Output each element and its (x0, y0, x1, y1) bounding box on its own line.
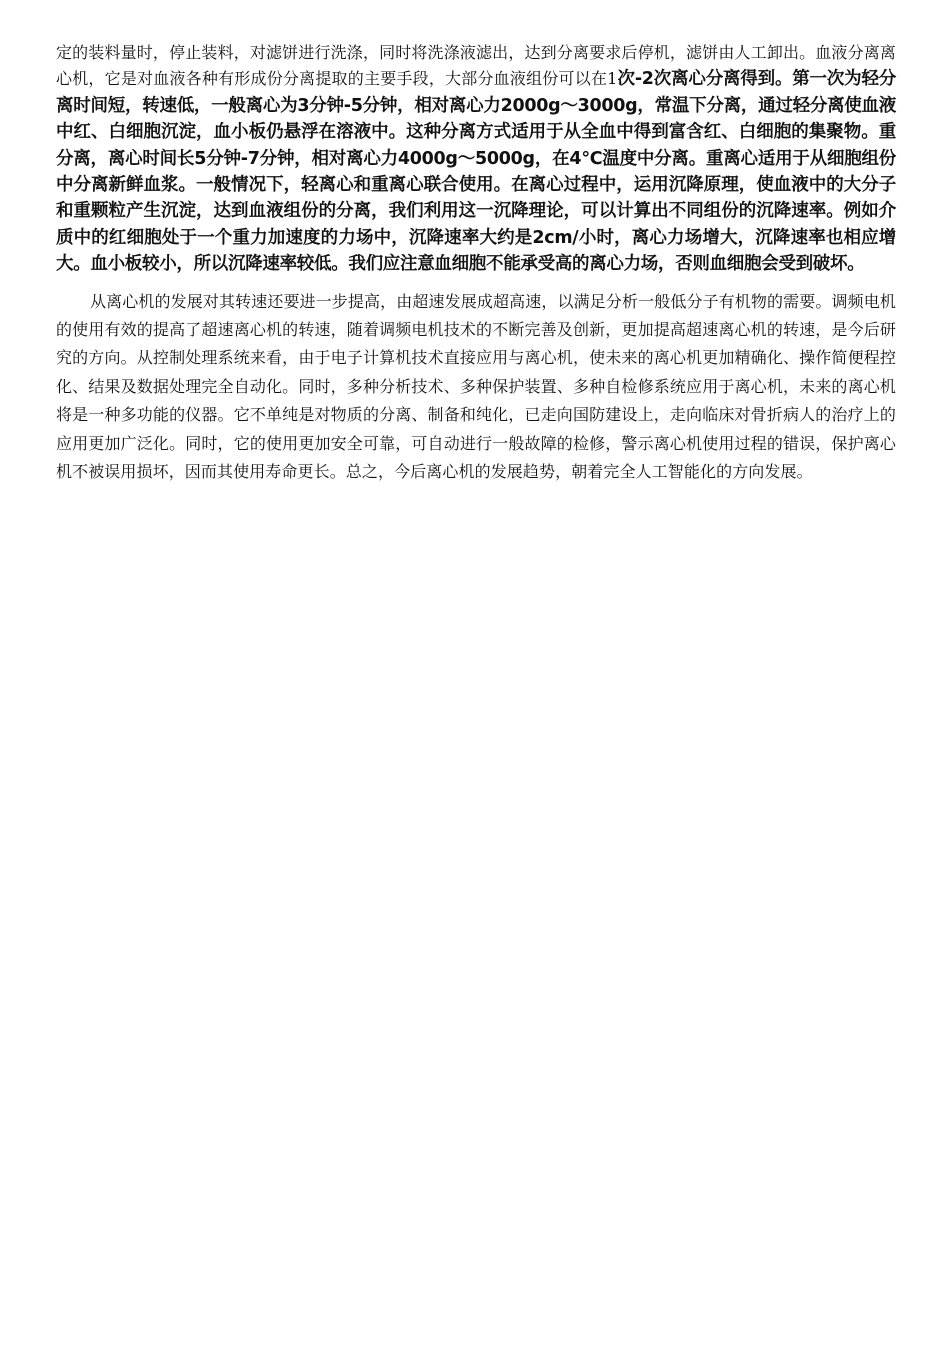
document-page (56, 40, 896, 487)
paragraph-serif-text: 定的装料量时，停止装料，对滤饼进行洗涤，同时将洗涤液滤出，达到分离要求后停机，滤饼由人工卸出。血液分离离心机，它是对血液各种有形成份分离提取的主要手段，大部分血液组份可以在1 (56, 43, 896, 89)
paragraph-centrifuge-development: 从离心机的发展对其转速还要进一步提高，由超速发展成超高速，以满足分析一般低分子有机物的需要。调频电机的使用有效的提高了超速离心机的转速，随着调频电机技术的不断完善及创新，更加提高超速离心机的转速，是今后研究的方向。从控制处理系统来看，由于电子计算机技术直接应用与离心机，使未来的离心机更加精确化、操作简便程控化、结果及数据处理完全自动化。同时，多种分析技术、多种保护装置、多种自检修系统应用于离心机，未来的离心机将是一种多功能的仪器。它不单纯是对物质的分离、制备和纯化，已走向国防建设上，走向临床对骨折病人的治疗上的应用更加广泛化。同时，它的使用更加安全可靠，可自动进行一般故障的检修，警示离心机使用过程的错误，保护离心机不被误用损坏，因而其使用寿命更长。总之，今后离心机的发展趋势，朝着完全人工智能化的方向发展。 (56, 291, 896, 482)
paragraph-sans-text: 次-2次离心分离得到。第一次为轻分离时间短，转速低，一般离心为3分钟-5分钟，相对离心力2000g～3000g，常温下分离，通过轻分离使血液中红、白细胞沉淀，血小板仍悬浮在溶液中。这种分离方式适用于从全血中得到富含红、白细胞的集聚物。重分离，离心时间长5分钟-7分钟，相对离心力4000g～5000g，在4℃温度中分离。重离心适用于从细胞组份中分离新鲜血浆。一般情况下，轻离心和重离心联合使用。在离心过程中，运用沉降原理，使血液中的大分子和重颗粒产生沉淀，达到血液组份的分离，我们利用这一沉降理论，可以计算出不同组份的沉降速率。例如介质中的红细胞处于一个重力加速度的力场中，沉降速率大约是2cm/小时，离心力场增大，沉降速率也相应增大。血小板较小，所以沉降速率较低。我们应注意血细胞不能承受高的离心力场，否则血细胞会受到破坏。 (56, 69, 896, 275)
paragraph-blood-centrifuge (56, 40, 896, 278)
